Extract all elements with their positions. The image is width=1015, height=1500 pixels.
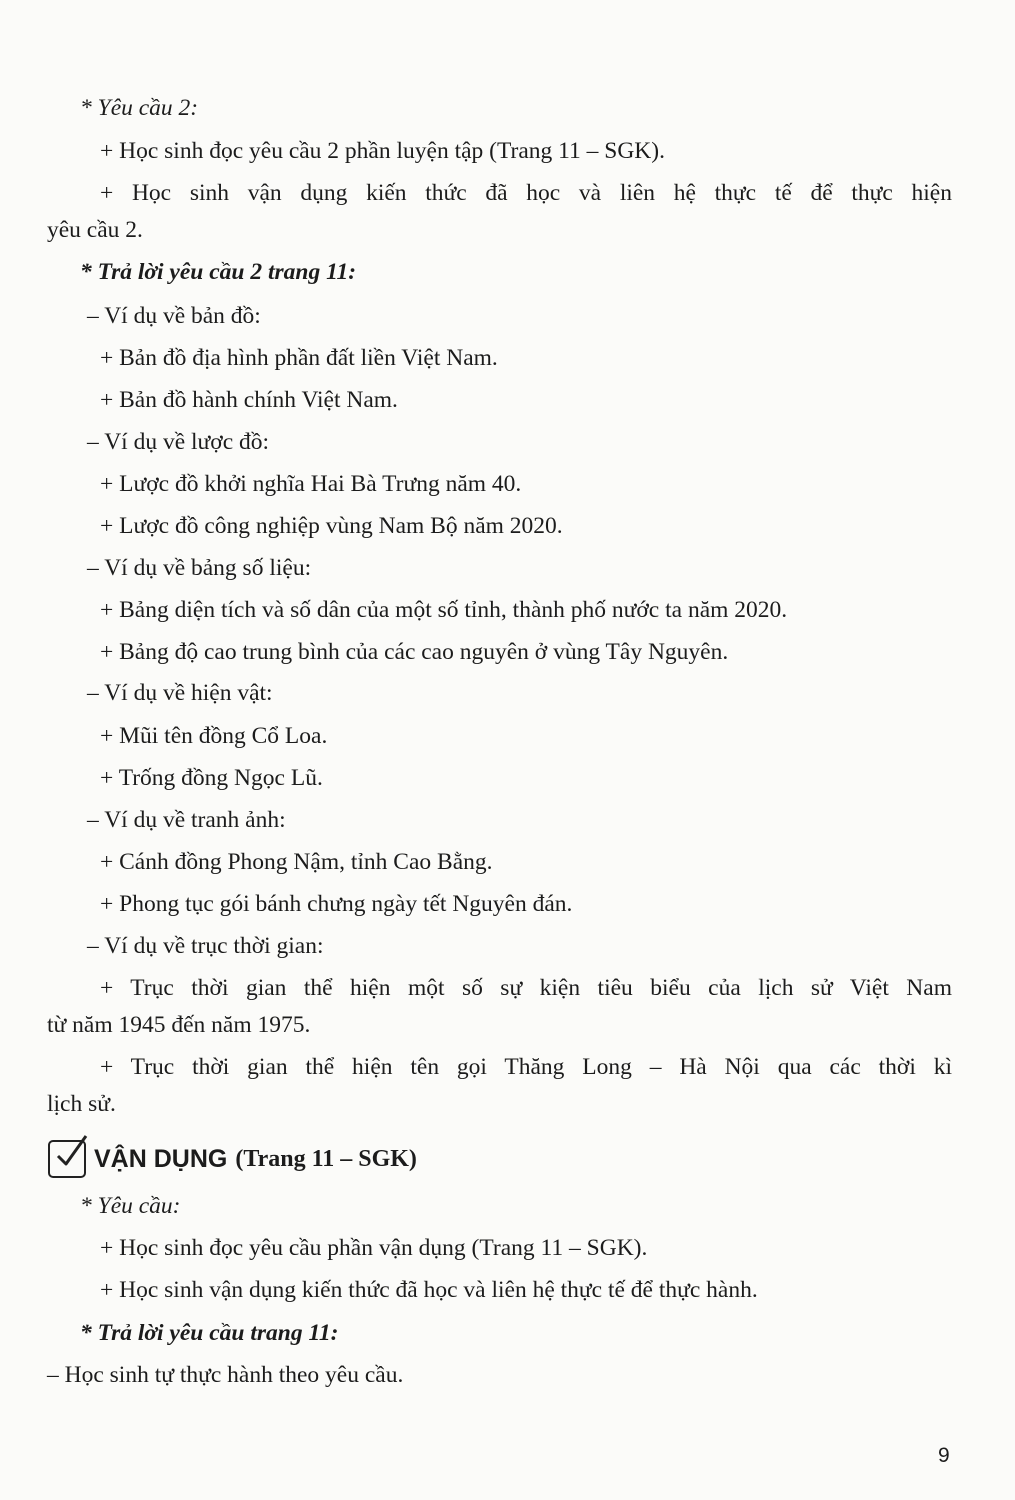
list-item: + Học sinh vận dụng kiến thức đã học và liên hệ thực tế để thực hành. [100, 1277, 758, 1303]
section-subtitle: (Trang 11 – SGK) [235, 1145, 417, 1172]
list-item: + Bảng diện tích và số dân của một số tỉnh, thành phố nước ta năm 2020. [100, 597, 788, 623]
section-heading-van-dung [48, 1140, 417, 1178]
list-item: + Bảng độ cao trung bình của các cao nguyên ở vùng Tây Nguyên. [100, 639, 729, 665]
list-item: – Ví dụ về hiện vật: [87, 680, 273, 706]
list-item: – Ví dụ về bảng số liệu: [87, 555, 312, 581]
checkbox-check-icon [48, 1140, 86, 1178]
list-item: + Cánh đồng Phong Nậm, tỉnh Cao Bằng. [100, 849, 493, 875]
list-item: + Bản đồ địa hình phần đất liền Việt Nam. [100, 345, 498, 371]
list-item: + Trục thời gian thể hiện một số sự kiện tiêu biểu của lịch sử Việt Nam [100, 975, 952, 1001]
answer-heading: * Trả lời yêu cầu trang 11: [80, 1320, 339, 1346]
section-title: VẬN DỤNG [94, 1144, 228, 1173]
page-number: 9 [938, 1444, 950, 1467]
list-item: + Lược đồ công nghiệp vùng Nam Bộ năm 2020. [100, 513, 563, 539]
list-item: + Học sinh vận dụng kiến thức đã học và liên hệ thực tế để thực hiện [100, 180, 952, 206]
list-item: + Bản đồ hành chính Việt Nam. [100, 387, 398, 413]
list-item-continuation: yêu cầu 2. [47, 217, 143, 243]
list-item: + Trục thời gian thể hiện tên gọi Thăng Long – Hà Nội qua các thời kì [100, 1054, 952, 1080]
request-heading: * Yêu cầu 2: [80, 95, 199, 121]
list-item-continuation: từ năm 1945 đến năm 1975. [47, 1012, 311, 1038]
list-item: + Trống đồng Ngọc Lũ. [100, 765, 323, 791]
list-item: – Ví dụ về lược đồ: [87, 429, 270, 455]
list-item: + Phong tục gói bánh chưng ngày tết Nguyên đán. [100, 891, 573, 917]
list-item: + Học sinh đọc yêu cầu 2 phần luyện tập (Trang 11 – SGK). [100, 138, 665, 164]
list-item-continuation: lịch sử. [47, 1091, 116, 1117]
list-item: + Học sinh đọc yêu cầu phần vận dụng (Trang 11 – SGK). [100, 1235, 648, 1261]
list-item: + Lược đồ khởi nghĩa Hai Bà Trưng năm 40. [100, 471, 522, 497]
list-item: – Học sinh tự thực hành theo yêu cầu. [47, 1362, 404, 1388]
list-item: – Ví dụ về tranh ảnh: [87, 807, 286, 833]
answer-heading: * Trả lời yêu cầu 2 trang 11: [80, 259, 357, 285]
list-item: – Ví dụ về trục thời gian: [87, 933, 324, 959]
list-item: + Mũi tên đồng Cổ Loa. [100, 723, 328, 749]
list-item: – Ví dụ về bản đồ: [87, 303, 261, 329]
request-heading: * Yêu cầu: [80, 1193, 181, 1219]
